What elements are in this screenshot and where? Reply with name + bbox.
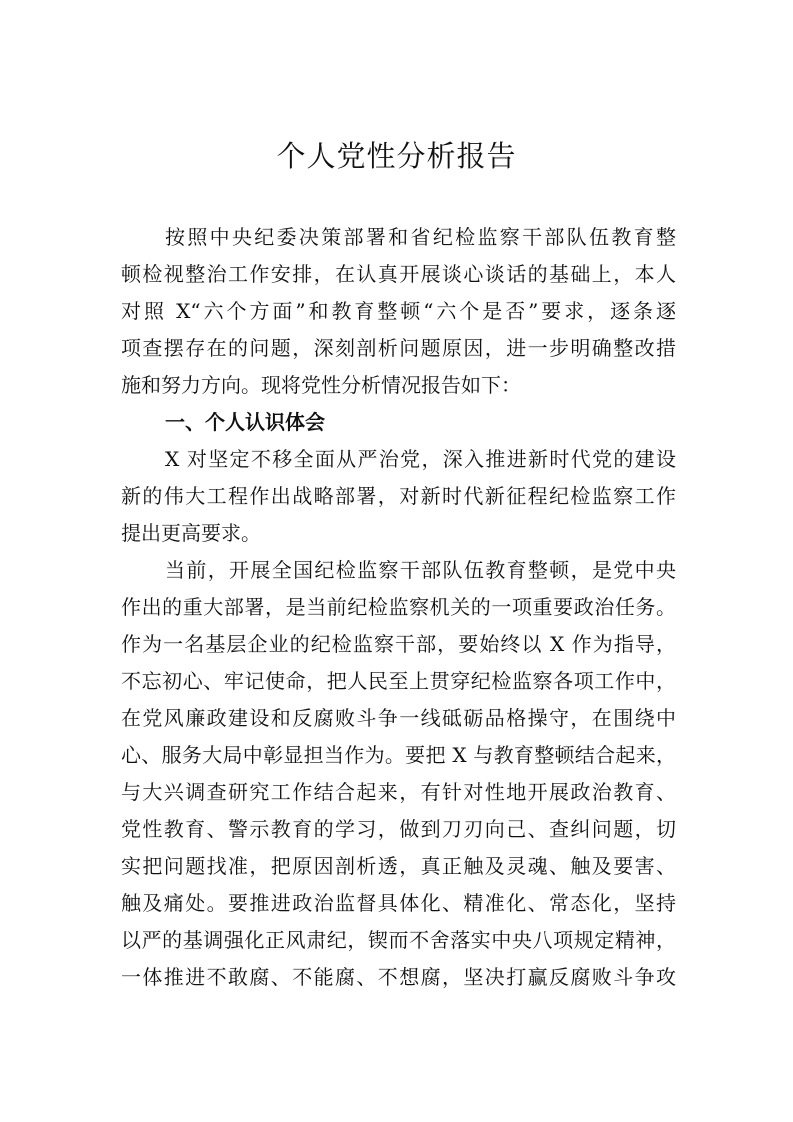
body-text-line: 项查摆存在的问题，深刻剖析问题原因，进一步明确整改措 (121, 336, 676, 360)
section-heading: 一、个人认识体会 (165, 410, 325, 434)
body-text-line: 按照中央纪委决策部署和省纪检监察干部队伍教育整 (165, 225, 676, 249)
body-text-line: 触及痛处。要推进政治监督具体化、精准化、常态化，坚持 (121, 891, 676, 915)
body-text-line: 作为一名基层企业的纪检监察干部，要始终以 X 作为指导， (121, 632, 676, 656)
body-text-line: 顿检视整治工作安排，在认真开展谈心谈话的基础上，本人 (121, 262, 676, 286)
body-text-line: 对照 X“六个方面”和教育整顿“六个是否”要求，逐条逐 (121, 299, 676, 323)
document-title: 个人党性分析报告 (276, 139, 517, 173)
body-text-line: X 对坚定不移全面从严治党，深入推进新时代党的建设 (165, 447, 676, 471)
body-text-line: 心、服务大局中彰显担当作为。要把 X 与教育整顿结合起来， (121, 743, 676, 767)
body-text-line: 施和努力方向。现将党性分析情况报告如下： (121, 373, 521, 397)
body-text-line: 实把问题找准，把原因剖析透，真正触及灵魂、触及要害、 (121, 854, 676, 878)
body-text-line: 党性教育、警示教育的学习，做到刀刃向己、查纠问题，切 (121, 817, 676, 841)
body-text-line: 新的伟大工程作出战略部署，对新时代新征程纪检监察工作 (121, 484, 676, 508)
body-text-line: 当前，开展全国纪检监察干部队伍教育整顿，是党中央 (165, 558, 676, 582)
body-text-line: 不忘初心、牢记使命，把人民至上贯穿纪检监察各项工作中， (121, 669, 676, 693)
body-text-line: 以严的基调强化正风肃纪，锲而不舍落实中央八项规定精神， (121, 928, 676, 952)
document-body (121, 219, 676, 996)
body-text-line: 作出的重大部署，是当前纪检监察机关的一项重要政治任务。 (121, 595, 676, 619)
body-text-line: 提出更高要求。 (121, 521, 261, 545)
body-text-line: 一体推进不敢腐、不能腐、不想腐，坚决打赢反腐败斗争攻 (121, 965, 676, 989)
body-text-line: 在党风廉政建设和反腐败斗争一线砥砺品格操守，在围绕中 (121, 706, 676, 730)
body-text-line: 与大兴调查研究工作结合起来，有针对性地开展政治教育、 (121, 780, 676, 804)
